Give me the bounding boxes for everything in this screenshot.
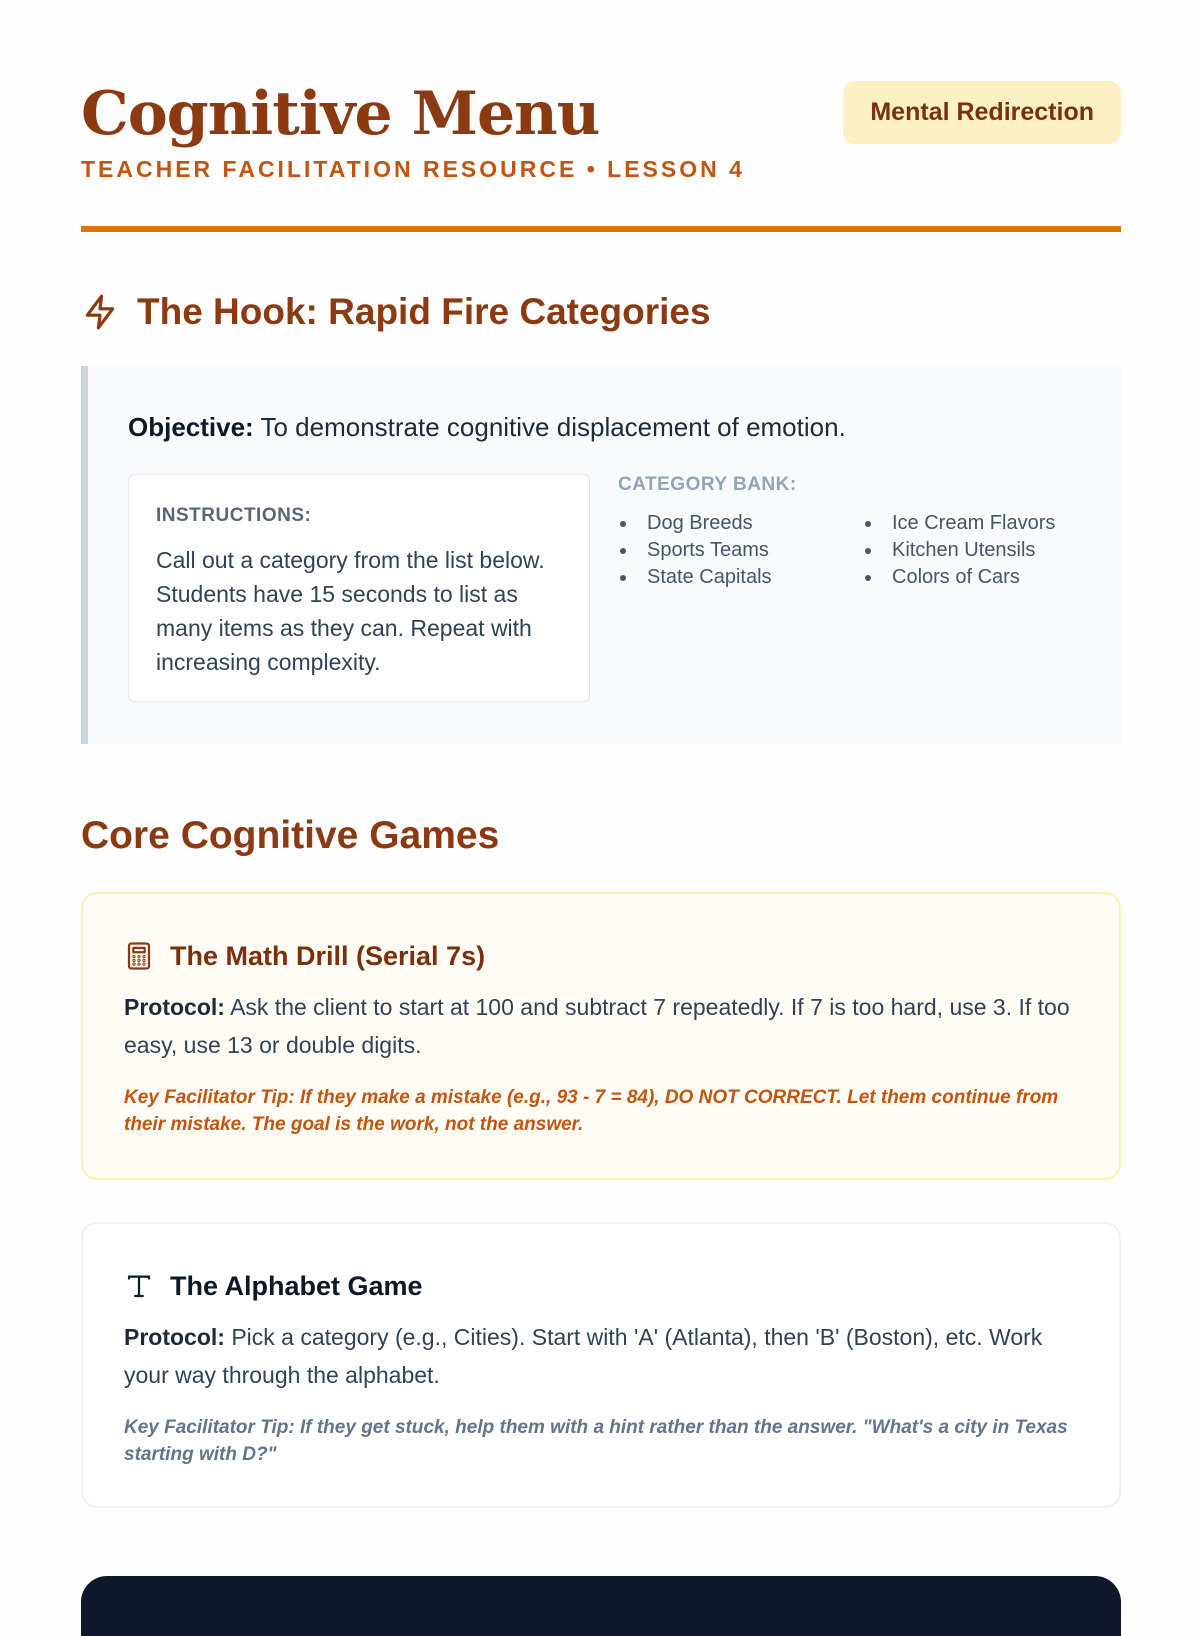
facilitator-tip: Key Facilitator Tip: If they get stuck, help them with a hint rather than the answer. "What's a city in Texas starting with D?": [124, 1417, 1068, 1465]
protocol-label: Protocol:: [124, 994, 225, 1020]
core-games-heading: Core Cognitive Games: [81, 814, 500, 857]
page-title: Cognitive Menu: [81, 79, 600, 149]
hook-panel: [81, 366, 1121, 744]
objective-text: To demonstrate cognitive displacement of emotion.: [253, 412, 846, 442]
game-heading: [124, 936, 485, 976]
list-item: Sports Teams: [618, 537, 772, 564]
text-type-icon: [124, 1271, 154, 1301]
topic-badge: Mental Redirection: [843, 81, 1121, 144]
game-card-math-drill: [81, 892, 1121, 1180]
footer-panel: [81, 1576, 1121, 1636]
game-protocol: [124, 988, 1074, 1064]
hook-heading: [81, 290, 711, 334]
objective-label: Objective:: [128, 412, 254, 442]
list-item: Ice Cream Flavors: [863, 510, 1055, 537]
header-divider: [81, 226, 1121, 232]
game-title: The Alphabet Game: [170, 1270, 423, 1301]
game-card-alphabet: [81, 1222, 1121, 1508]
lightning-icon: [81, 293, 119, 331]
category-bank-label: CATEGORY BANK:: [618, 474, 797, 495]
instructions-text: Call out a category from the list below. Students have 15 seconds to list as many items as they can. Repeat with increasing complexity.: [156, 547, 545, 675]
calculator-icon: [124, 941, 154, 971]
game-protocol: [124, 1318, 1074, 1394]
facilitator-tip: Key Facilitator Tip: If they make a mistake (e.g., 93 - 7 = 84), DO NOT CORRECT. Let them continue from their mistake. The goal is the work, not the answer.: [124, 1087, 1059, 1135]
instructions-label: INSTRUCTIONS:: [156, 505, 312, 526]
game-heading: [124, 1266, 423, 1306]
list-item: State Capitals: [618, 564, 772, 591]
objective: [128, 412, 846, 443]
page-subtitle: TEACHER FACILITATION RESOURCE • LESSON 4: [81, 156, 745, 182]
category-bank-list-2: [863, 510, 1055, 591]
list-item: Dog Breeds: [618, 510, 772, 537]
protocol-text: Pick a category (e.g., Cities). Start with 'A' (Atlanta), then 'B' (Boston), etc. Work your way through the alphabet.: [124, 1324, 1043, 1388]
hook-title: The Hook: Rapid Fire Categories: [137, 291, 711, 332]
protocol-label: Protocol:: [124, 1324, 225, 1350]
game-title: The Math Drill (Serial 7s): [170, 940, 486, 971]
instructions-card: [128, 474, 590, 702]
list-item: Kitchen Utensils: [863, 537, 1055, 564]
list-item: Colors of Cars: [863, 564, 1055, 591]
category-bank-list-1: [618, 510, 772, 591]
protocol-text: Ask the client to start at 100 and subtract 7 repeatedly. If 7 is too hard, use 3. If too easy, use 13 or double digits.: [124, 994, 1070, 1058]
